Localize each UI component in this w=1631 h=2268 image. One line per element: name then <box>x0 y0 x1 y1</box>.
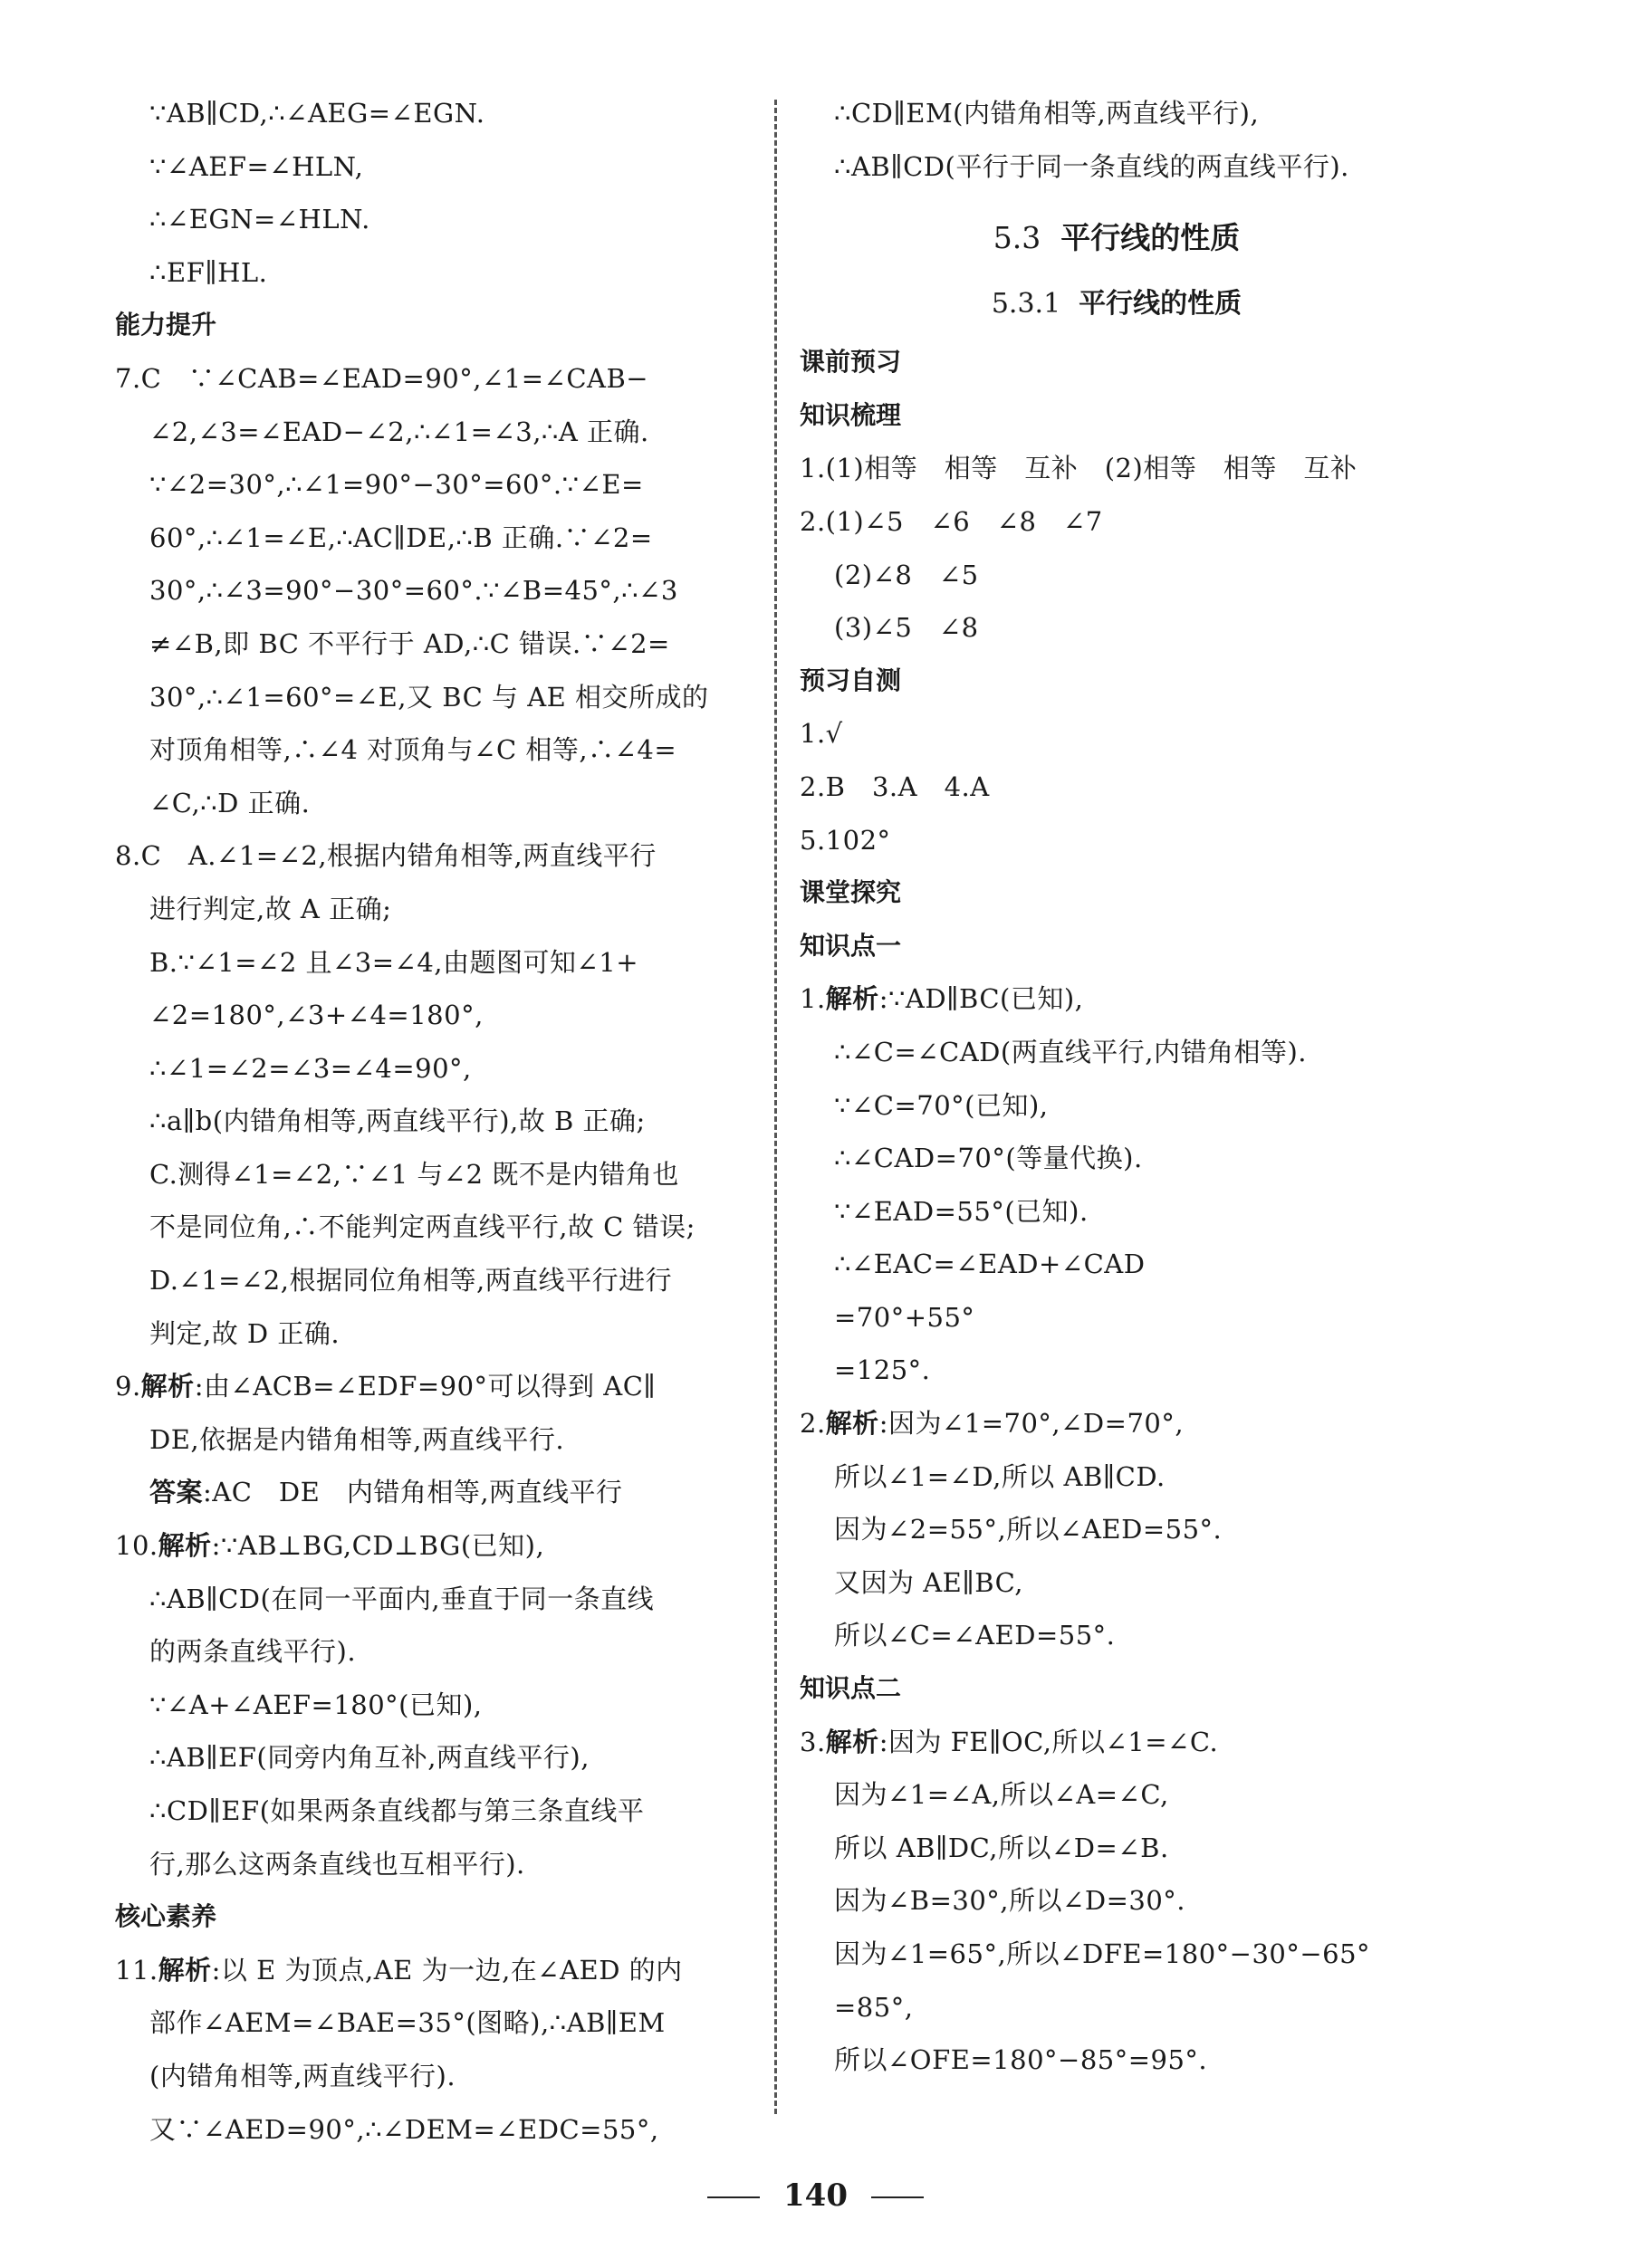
text-line: 5.102° <box>800 824 891 856</box>
section-heading: 课前预习 <box>800 347 902 378</box>
text-line: ∴AB∥CD(平行于同一条直线的两直线平行). <box>834 150 1349 182</box>
section-title-text: 平行线的性质 <box>1060 220 1241 256</box>
text-line: 所以∠1=∠D,所以 AB∥CD. <box>834 1460 1166 1492</box>
item-number: 3. <box>800 1726 826 1757</box>
item-number: 10. <box>115 1530 158 1562</box>
analysis-label: 解析 <box>140 1371 195 1402</box>
text-line: 进行判定,故 A 正确; <box>149 893 392 924</box>
text-line: (3)∠5 ∠8 <box>834 612 979 644</box>
text-line <box>115 1519 749 1573</box>
text-line: 部作∠AEM=∠BAE=35°(图略),∴AB∥EM <box>149 2007 666 2039</box>
subsection-number: 5.3.1 <box>991 288 1061 321</box>
text-line: 不是同位角,∴不能判定两直线平行,故 C 错误; <box>149 1211 696 1243</box>
text-line: 30°,∴∠3=90°−30°=60°.∵∠B=45°,∴∠3 <box>149 575 678 607</box>
section-heading: 核心素养 <box>115 1901 217 1932</box>
section-heading: 预习自测 <box>800 665 902 695</box>
analysis-label: 解析 <box>825 983 879 1015</box>
text-line: 因为∠2=55°,所以∠AED=55°. <box>834 1514 1223 1545</box>
text-line: C.测得∠1=∠2,∵∠1 与∠2 既不是内错角也 <box>149 1158 679 1190</box>
right-column <box>800 87 1434 2087</box>
text-line: (内错角相等,两直线平行). <box>149 2060 456 2091</box>
text-line <box>115 1944 749 1997</box>
text-line: ∴∠EAC=∠EAD+∠CAD <box>834 1249 1146 1280</box>
text-line: ∴EF∥HL. <box>149 256 268 288</box>
text-line <box>115 1360 749 1413</box>
text-line <box>800 1716 1434 1769</box>
page-footer <box>0 2177 1631 2214</box>
analysis-label: 解析 <box>158 1530 212 1562</box>
item-number: 11. <box>115 1954 158 1986</box>
text-line: ∵∠2=30°,∴∠1=90°−30°=60°.∵∠E= <box>149 469 644 501</box>
footer-dash <box>707 2196 760 2198</box>
item-number: 2. <box>800 1408 826 1440</box>
text-line: ∵∠A+∠AEF=180°(已知), <box>149 1689 483 1720</box>
text-line: ∴CD∥EF(如果两条直线都与第三条直线平 <box>149 1795 645 1826</box>
text-line: 所以∠C=∠AED=55°. <box>834 1620 1116 1651</box>
text-line: 1.(1)相等 相等 互补 (2)相等 相等 互补 <box>800 453 1358 484</box>
text-line: 8.C A.∠1=∠2,根据内错角相等,两直线平行 <box>115 840 657 872</box>
text-line: ∠2=180°,∠3+∠4=180°, <box>149 1000 484 1031</box>
text-line: ∵∠EAD=55°(已知). <box>834 1195 1089 1227</box>
text-line: B.∵∠1=∠2 且∠3=∠4,由题图可知∠1+ <box>149 946 639 978</box>
text-line: 所以∠OFE=180°−85°=95°. <box>834 2044 1208 2076</box>
text-line: ∴a∥b(内错角相等,两直线平行),故 B 正确; <box>149 1105 646 1137</box>
text-line: 又因为 AE∥BC, <box>834 1566 1023 1598</box>
text-line: ∵AB∥CD,∴∠AEG=∠EGN. <box>149 98 485 129</box>
text-line: 60°,∴∠1=∠E,∴AC∥DE,∴B 正确.∵∠2= <box>149 522 653 553</box>
subsection-title-text: 平行线的性质 <box>1079 288 1242 321</box>
answer-label: 答案 <box>149 1477 204 1508</box>
analysis-label: 解析 <box>158 1954 212 1986</box>
text-line: =125°. <box>834 1354 931 1386</box>
text-line <box>800 1397 1434 1450</box>
section-title <box>800 204 1434 273</box>
text-line: D.∠1=∠2,根据同位角相等,两直线平行进行 <box>149 1265 673 1297</box>
text-line: 2.B 3.A 4.A <box>800 770 990 802</box>
section-heading: 知识点二 <box>800 1673 902 1704</box>
text-line: 又∵∠AED=90°,∴∠DEM=∠EDC=55°, <box>149 2113 659 2145</box>
text-line: 行,那么这两条直线也互相平行). <box>149 1848 525 1880</box>
left-column <box>115 87 749 2156</box>
subsection-title <box>800 273 1434 336</box>
page-number: 140 <box>783 2177 848 2214</box>
text-line: ∴AB∥EF(同旁内角互补,两直线平行), <box>149 1742 590 1774</box>
text-line: 因为∠1=65°,所以∠DFE=180°−30°−65° <box>834 1938 1371 1969</box>
text-line: ∵∠AEF=∠HLN, <box>149 150 364 182</box>
text-span: :由∠ACB=∠EDF=90°可以得到 AC∥ <box>194 1371 657 1402</box>
text-line: 的两条直线平行). <box>149 1636 357 1668</box>
analysis-label: 解析 <box>825 1726 879 1757</box>
text-line: =70°+55° <box>834 1301 975 1333</box>
section-heading: 课堂探究 <box>800 877 902 908</box>
text-line: 2.(1)∠5 ∠6 ∠8 ∠7 <box>800 505 1103 537</box>
item-number: 1. <box>800 983 826 1015</box>
text-line: ∵∠C=70°(已知), <box>834 1089 1049 1121</box>
footer-dash <box>871 2196 924 2198</box>
text-line: ∴∠CAD=70°(等量代换). <box>834 1143 1143 1174</box>
text-line: ∴AB∥CD(在同一平面内,垂直于同一条直线 <box>149 1583 655 1614</box>
text-line: 1.√ <box>800 718 843 750</box>
text-line: (2)∠8 ∠5 <box>834 559 979 590</box>
text-span: :因为 FE∥OC,所以∠1=∠C. <box>878 1726 1219 1757</box>
text-line: 判定,故 D 正确. <box>149 1317 341 1349</box>
text-line: ≠∠B,即 BC 不平行于 AD,∴C 错误.∵∠2= <box>149 627 670 659</box>
text-line: 对顶角相等,∴∠4 对顶角与∠C 相等,∴∠4= <box>149 734 677 766</box>
text-line <box>800 972 1434 1026</box>
section-number: 5.3 <box>993 220 1041 256</box>
text-line <box>115 1466 749 1519</box>
text-line: ∠2,∠3=∠EAD−∠2,∴∠1=∠3,∴A 正确. <box>149 416 649 447</box>
text-line: 30°,∴∠1=60°=∠E,又 BC 与 AE 相交所成的 <box>149 681 709 713</box>
item-number: 9. <box>115 1371 141 1402</box>
text-line: ∴∠EGN=∠HLN. <box>149 204 370 235</box>
section-heading: 知识梳理 <box>800 399 902 430</box>
column-divider <box>774 100 777 2114</box>
text-span: :AC DE 内错角相等,两直线平行 <box>203 1477 623 1508</box>
text-line: ∴∠1=∠2=∠3=∠4=90°, <box>149 1052 472 1084</box>
section-heading: 能力提升 <box>115 310 217 340</box>
text-line: 所以 AB∥DC,所以∠D=∠B. <box>834 1832 1169 1863</box>
text-line: 因为∠B=30°,所以∠D=30°. <box>834 1885 1185 1917</box>
analysis-label: 解析 <box>825 1408 879 1440</box>
text-span: :∵AB⊥BG,CD⊥BG(已知), <box>211 1530 545 1562</box>
text-line: ∠C,∴D 正确. <box>149 787 311 818</box>
text-line: ∴∠C=∠CAD(两直线平行,内错角相等). <box>834 1036 1307 1067</box>
section-heading: 知识点一 <box>800 930 902 961</box>
text-line: DE,依据是内错角相等,两直线平行. <box>149 1423 565 1455</box>
text-span: :以 E 为顶点,AE 为一边,在∠AED 的内 <box>211 1954 683 1986</box>
text-line: =85°, <box>834 1991 914 2023</box>
text-span: :∵AD∥BC(已知), <box>878 983 1084 1015</box>
text-span: :因为∠1=70°,∠D=70°, <box>878 1408 1185 1440</box>
text-line: 7.C ∵∠CAB=∠EAD=90°,∠1=∠CAB− <box>115 362 649 394</box>
text-line: ∴CD∥EM(内错角相等,两直线平行), <box>834 98 1260 129</box>
text-line: 因为∠1=∠A,所以∠A=∠C, <box>834 1779 1169 1811</box>
